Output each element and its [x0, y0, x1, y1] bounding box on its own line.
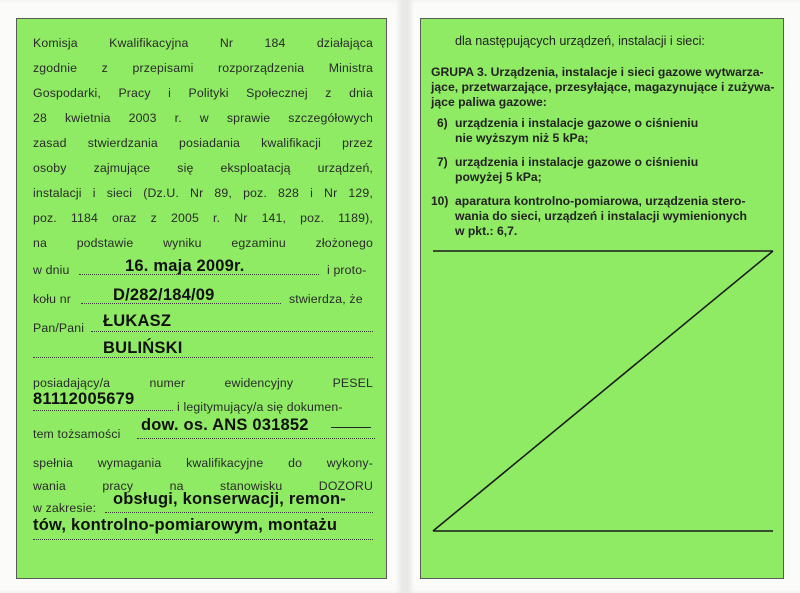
group-line-2: jące, przetwarzające, przesyłające, magazynujące i zużywa- — [431, 80, 775, 94]
dotted-line-scope-2 — [33, 539, 373, 540]
label-pan-pani: Pan/Pani — [33, 321, 85, 335]
right-heading: dla następujących urządzeń, instalacji i sieci: — [455, 34, 705, 48]
body-line-3: Gospodarki, Pracy i Polityki Społecznej z dnia — [33, 86, 373, 100]
item-6-line-1: urządzenia i instalacje gazowe o ciśnieniu — [455, 116, 699, 130]
label-w-zakresie: w zakresie: — [33, 501, 97, 515]
field-last-name: BULIŃSKI — [103, 339, 183, 357]
label-stwierdza: stwierdza, że — [289, 292, 363, 306]
label-w-dniu: w dniu — [33, 263, 70, 277]
requirements-line-2: wania pracy na stanowisku DOZORU — [33, 479, 373, 493]
item-6-line-2: nie wyższym niż 5 kPa; — [455, 131, 589, 145]
item-10-number: 10) — [431, 194, 449, 208]
dotted-line-last-name — [33, 357, 373, 358]
item-6-number: 6) — [437, 116, 448, 130]
item-10-line-3: w pkt.: 6,7. — [455, 224, 518, 238]
label-tozsamosci: tem tożsamości — [33, 427, 121, 441]
label-legitymujacy: i legitymujący/a się dokumen- — [177, 400, 343, 414]
field-date: 16. maja 2009r. — [125, 257, 245, 275]
field-scope-line-1: obsługi, konserwacji, remon- — [113, 490, 346, 508]
body-line-5: zasad stwierdzania posiadania kwalifikacji przez — [33, 136, 373, 150]
pesel-label-line: posiadający/a numer ewidencyjny PESEL — [33, 376, 373, 390]
body-line-2: zgodnie z przepisami rozporządzenia Ministra — [33, 61, 373, 75]
dash-line — [331, 427, 371, 428]
dotted-line-scope-1 — [105, 512, 373, 513]
field-scope-line-2: tów, kontrolno-pomiarowym, montażu — [33, 516, 338, 534]
certificate-right-panel — [420, 18, 784, 579]
dotted-line-document — [137, 438, 375, 439]
certificate-left-panel — [16, 18, 387, 579]
body-line-4: 28 kwietnia 2003 r. w sprawie szczegółowych — [33, 111, 373, 125]
field-first-name: ŁUKASZ — [103, 312, 172, 330]
body-line-7: instalacji i sieci (Dz.U. Nr 89, poz. 828 i Nr 129, — [33, 186, 373, 200]
group-line-1: GRUPA 3. Urządzenia, instalacje i sieci gazowe wytwarza- — [431, 65, 764, 79]
dotted-line-first-name — [91, 331, 373, 332]
label-kolu-nr: kołu nr — [33, 292, 71, 306]
field-pesel: 81112005679 — [33, 390, 135, 408]
group-line-3: jące paliwa gazowe: — [431, 95, 547, 109]
strikethrough-z-mark — [421, 19, 785, 580]
z-diagonal-line — [433, 251, 773, 531]
body-line-8: poz. 1184 oraz z 2005 r. Nr 141, poz. 1189), — [33, 211, 373, 225]
field-document: dow. os. ANS 031852 — [141, 416, 309, 434]
item-7-number: 7) — [437, 155, 448, 169]
field-protocol: D/282/184/09 — [113, 286, 215, 304]
body-line-1: Komisja Kwalifikacyjna Nr 184 działająca — [33, 36, 373, 50]
label-i-proto: i proto- — [327, 263, 367, 277]
item-7-line-2: powyżej 5 kPa; — [455, 170, 542, 184]
body-line-9: na podstawie wyniku egzaminu złożonego — [33, 236, 373, 250]
dotted-line-pesel — [33, 410, 173, 411]
body-line-6: osoby zajmujące się eksploatacją urządzeń, — [33, 161, 373, 175]
requirements-line-1: spełnia wymagania kwalifikacyjne do wykony- — [33, 456, 373, 470]
item-7-line-1: urządzenia i instalacje gazowe o ciśnieniu — [455, 155, 699, 169]
item-10-line-1: aparatura kontrolno-pomiarowa, urządzenia stero- — [455, 194, 746, 208]
item-10-line-2: wania do sieci, urządzeń i instalacji wymienionych — [455, 209, 747, 223]
